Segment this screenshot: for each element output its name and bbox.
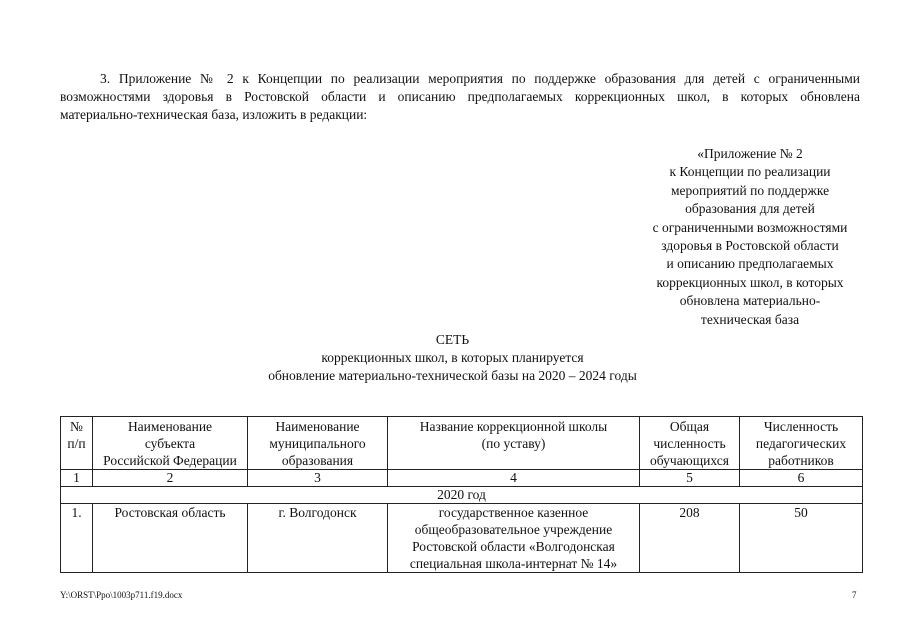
year-row — [61, 487, 863, 504]
intro-paragraph — [60, 70, 860, 124]
municipality-cell: г. Волгодонск — [248, 504, 388, 573]
paragraph-line: 3. Приложение № 2 к Концепции по реализации мероприятия по поддержке образования для детей с ограниченными — [100, 71, 860, 86]
appendix-line: «Приложение № 2 — [697, 146, 803, 161]
appendix-heading — [620, 145, 880, 329]
paragraph-line: материально-техническая база, изложить в редакции: — [60, 107, 368, 122]
document-title: СЕТЬ — [435, 332, 470, 347]
column-number: 6 — [740, 470, 863, 487]
schools-table — [60, 416, 863, 573]
appendix-line: техническая база — [700, 311, 800, 327]
appendix-line: образования для детей — [685, 201, 815, 217]
column-number: 4 — [388, 470, 640, 487]
table-row — [61, 504, 863, 573]
column-header: Наименование субъекта Российской Федерации — [93, 417, 248, 470]
appendix-line: коррекционных школ, в которых — [656, 274, 844, 290]
school-name-cell: государственное казенное общеобразовательное учреждение Ростовской области «Волгодонская специальная школа-интернат № 14» — [388, 504, 640, 573]
column-number: 3 — [248, 470, 388, 487]
document-subtitle: коррекционных школ, в которых планируется — [321, 350, 584, 365]
column-number-row — [61, 470, 863, 487]
students-cell: 208 — [640, 504, 740, 573]
appendix-line: к Концепции по реализации — [669, 164, 831, 180]
paragraph-line: возможностями здоровья в Ростовской области и описанию предполагаемых коррекционных школ, в которых обновлена — [60, 89, 860, 104]
year-label: 2020 год — [61, 487, 863, 504]
column-header: Численность педагогических работников — [740, 417, 863, 470]
appendix-line: обновлена материально- — [679, 293, 821, 309]
column-header: Наименование муниципального образования — [248, 417, 388, 470]
appendix-line: здоровья в Ростовской области — [661, 238, 839, 254]
column-header: Общая численность обучающихся — [640, 417, 740, 470]
appendix-line: с ограниченными возможностями — [652, 219, 848, 235]
column-number: 1 — [61, 470, 93, 487]
table-header-row — [61, 417, 863, 470]
appendix-line: мероприятий по поддержке — [670, 182, 830, 198]
file-path-footer: Y:\ORST\Ppo\1003p711.f19.docx — [60, 590, 183, 600]
appendix-line: и описанию предполагаемых — [666, 256, 834, 272]
page-number: 7 — [852, 590, 857, 600]
teachers-cell: 50 — [740, 504, 863, 573]
column-header: № п/п — [61, 417, 93, 470]
column-header: Название коррекционной школы (по уставу) — [388, 417, 640, 470]
column-number: 5 — [640, 470, 740, 487]
subject-cell: Ростовская область — [93, 504, 248, 573]
column-number: 2 — [93, 470, 248, 487]
row-number: 1. — [61, 504, 93, 573]
document-subtitle: обновление материально-технической базы на 2020 – 2024 годы — [268, 368, 637, 383]
